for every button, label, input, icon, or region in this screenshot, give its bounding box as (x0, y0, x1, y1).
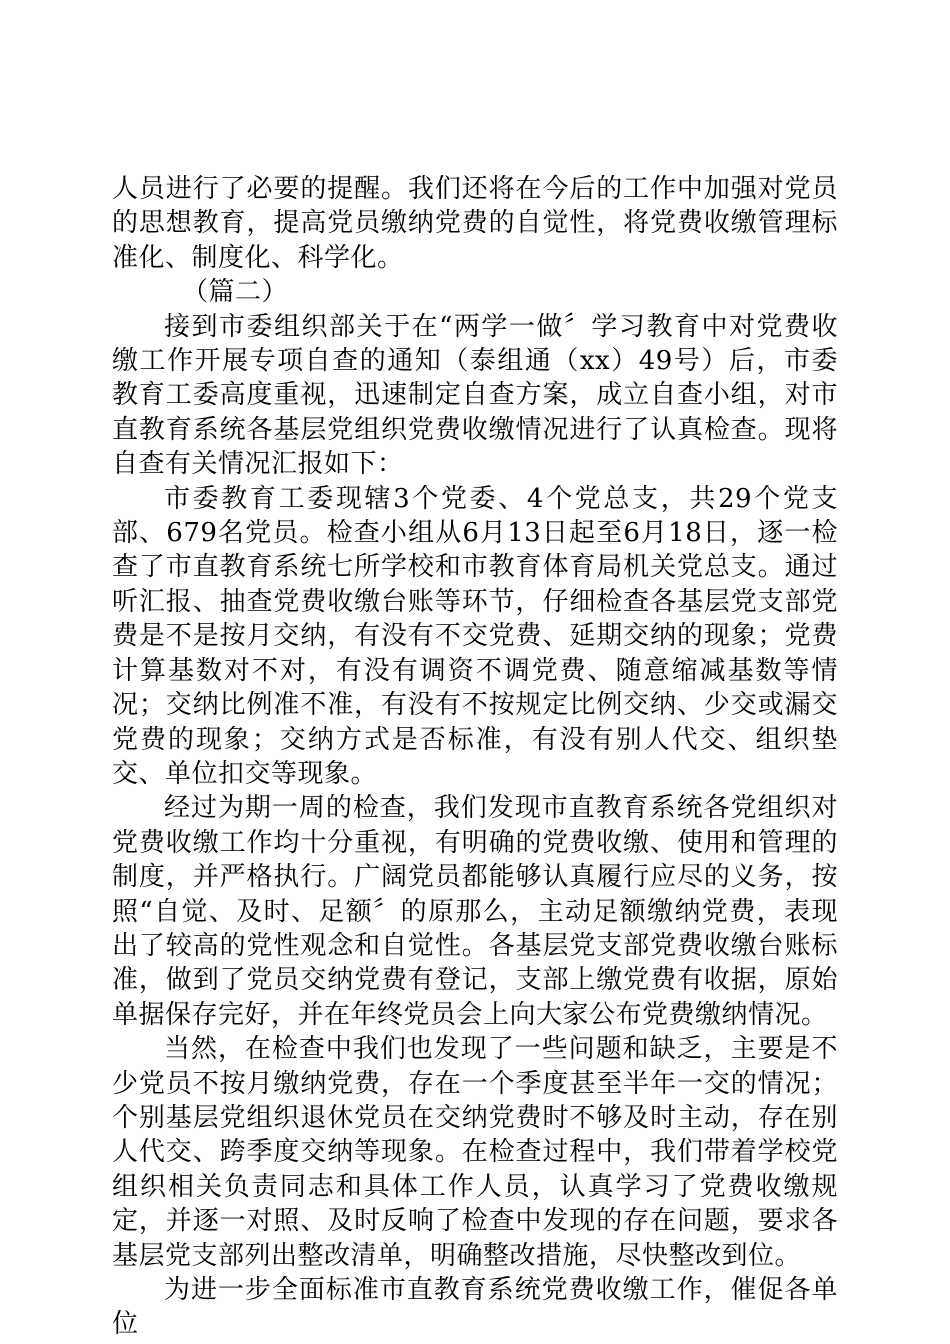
paragraph-continuation: 人员进行了必要的提醒。我们还将在今后的工作中加强对党员的思想教育，提高党员缴纳党费的自觉性，将党费收缴管理标准化、制度化、科学化。 (112, 174, 838, 273)
paragraph-intro: 接到市委组织部关于在“两学一做〞学习教育中对党费收缴工作开展专项自查的通知（泰组通（xx）49号）后，市委教育工委高度重视，迅速制定自查方案，成立自查小组，对市直教育系统各基层党组织党费收缴情况进行了认真检查。现将自查有关情况汇报如下： (112, 311, 838, 480)
section-heading: （篇二） (182, 277, 289, 308)
paragraph-findings: 经过为期一周的检查，我们发现市直教育系统各党组织对党费收缴工作均十分重视，有明确的党费收缴、使用和管理的制度，并严格执行。广阔党员都能够认真履行应尽的义务，按照“自觉、及时、足额〞的原那么，主动足额缴纳党费，表现出了较高的党性观念和自觉性。各基层党支部党费收缴台账标准，做到了党员交纳党费有登记，支部上缴党费有收据，原始单据保存完好，并在年终党员会上向大家公布党费缴纳情况。 (112, 793, 838, 1030)
paragraph-problems: 当然，在检查中我们也发现了一些问题和缺乏，主要是不少党员不按月缴纳党费，存在一个季度甚至半年一交的情况；个别基层党组织退休党员在交纳党费时不够及时主动，存在别人代交、跨季度交纳等现象。在检查过程中，我们带着学校党组织相关负责同志和具体工作人员，认真学习了党费收缴规定，并逐一对照、及时反响了检查中发现的存在问题，要求各基层党支部列出整改清单，明确整改措施，尽快整改到位。 (112, 1034, 838, 1271)
paragraph-next-steps: 为进一步全面标准市直教育系统党费收缴工作，催促各单位 (112, 1275, 838, 1340)
paragraph-overview: 市委教育工委现辖3个党委、4个党总支，共29个党支部、679名党员。检查小组从6月13日起至6月18日，逐一检查了市直教育系统七所学校和市教育体育局机关党总支。通过听汇报、抽查党费收缴台账等环节，仔细检查各基层党支部党费是不是按月交纳，有没有不交党费、延期交纳的现象；党费计算基数对不对，有没有调资不调党费、随意缩减基数等情况；交纳比例准不准，有没有不按规定比例交纳、少交或漏交党费的现象；交纳方式是否标准，有没有别人代交、组织垫交、单位扣交等现象。 (112, 483, 838, 789)
document-body (112, 172, 838, 1342)
